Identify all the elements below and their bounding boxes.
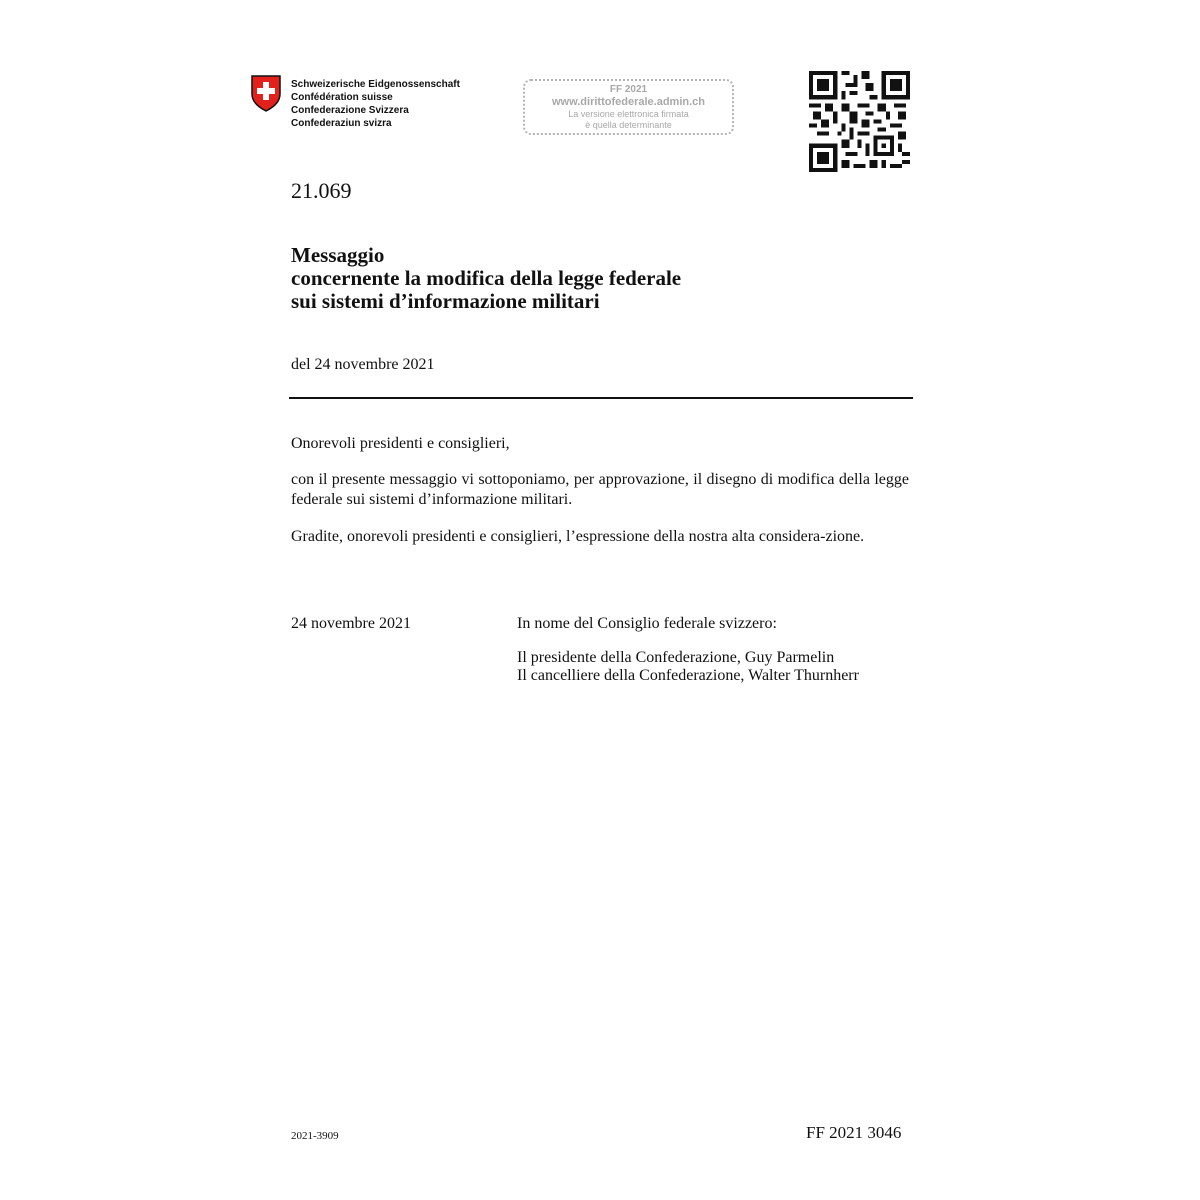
divider <box>289 397 913 399</box>
chancellor-line: Il cancelliere della Confederazione, Walter Thurnherr <box>517 667 859 684</box>
document-title <box>291 244 681 313</box>
qr-code-icon <box>809 71 910 172</box>
closing-paragraph: Gradite, onorevoli presidenti e consiglieri, l’espressione della nostra alta considera-zione. <box>291 528 865 545</box>
signature-block <box>517 615 859 685</box>
swiss-coat-of-arms-icon <box>250 74 282 112</box>
confed-name-it: Confederazione Svizzera <box>291 105 409 116</box>
confed-name-rm: Confederaziun svizra <box>291 118 392 129</box>
stamp-url[interactable]: www.dirittofederale.admin.ch <box>551 96 705 108</box>
document-date: del 24 novembre 2021 <box>291 356 435 373</box>
confed-name-de: Schweizerische Eidgenossenschaft <box>291 79 460 90</box>
title-line: Messaggio <box>291 243 385 267</box>
footer-code: 2021-3909 <box>291 1130 339 1142</box>
official-stamp <box>523 79 734 135</box>
stamp-note-2: è quella determinante <box>585 120 672 130</box>
body-paragraph: con il presente messaggio vi sottoponiamo, per approvazione, il disegno di modifica della legge federale sui sistemi d’informazione militari. <box>291 471 909 508</box>
signature-date: 24 novembre 2021 <box>291 615 411 632</box>
confed-name-fr: Confédération suisse <box>291 92 393 103</box>
on-behalf-line: In nome del Consiglio federale svizzero: <box>517 615 777 632</box>
title-line: sui sistemi d’informazione militari <box>291 289 600 313</box>
confederation-names <box>291 78 460 130</box>
salutation: Onorevoli presidenti e consiglieri, <box>291 435 510 452</box>
president-line: Il presidente della Confederazione, Guy Parmelin <box>517 649 835 666</box>
document-number: 21.069 <box>291 178 352 203</box>
footer-reference: FF 2021 3046 <box>806 1123 902 1142</box>
title-line: concernente la modifica della legge federale <box>291 266 682 290</box>
stamp-note-1: La versione elettronica firmata <box>568 109 689 119</box>
stamp-ff: FF 2021 <box>609 84 648 95</box>
